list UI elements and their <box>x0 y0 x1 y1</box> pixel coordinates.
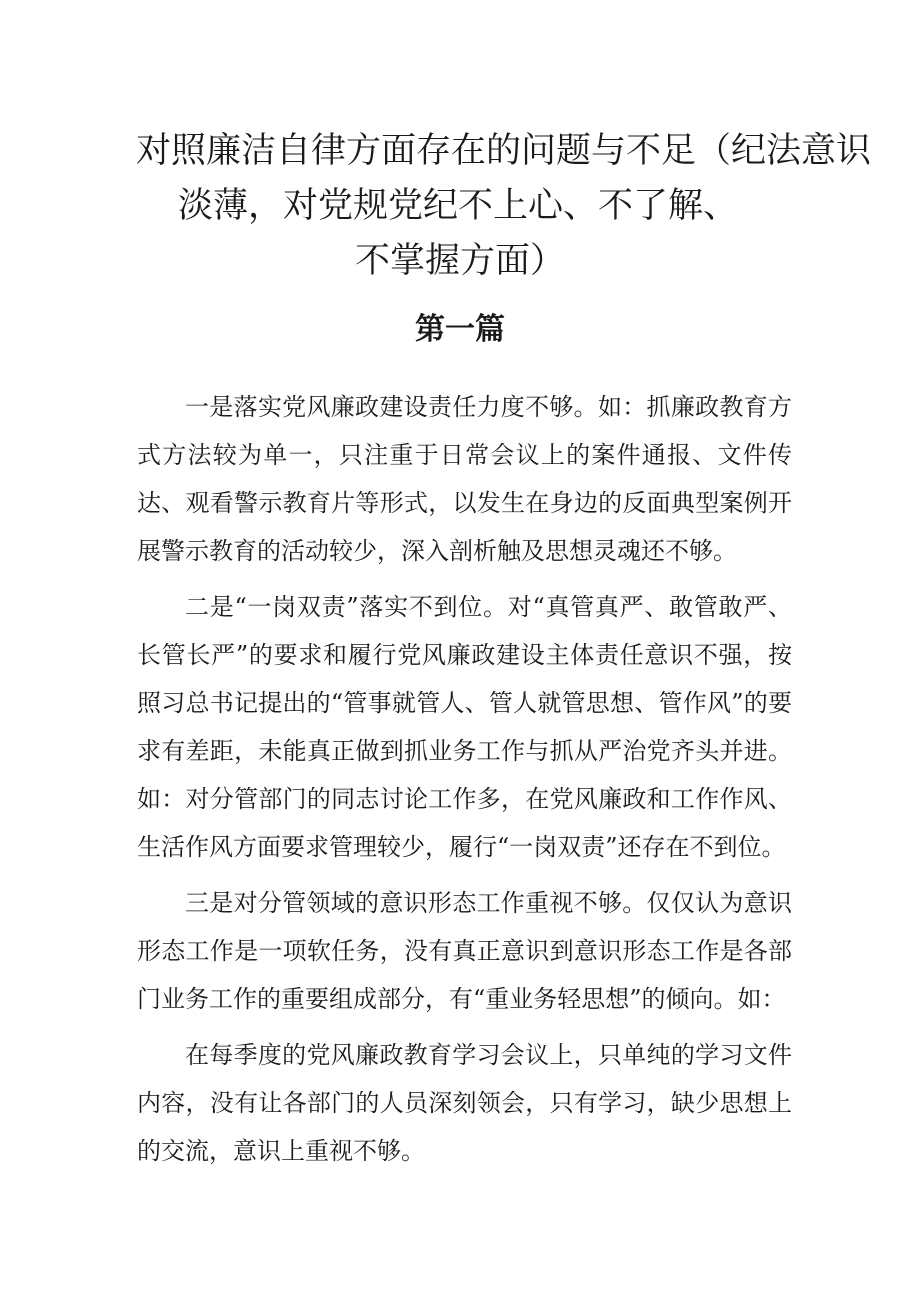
paragraph-1: 一是落实党风廉政建设责任力度不够。如：抓廉政教育方式方法较为单一，只注重于日常会议上的案件通报、文件传达、观看警示教育片等形式，以发生在身边的反面典型案例开展警示教育的活动较少，深入剖析触及思想灵魂还不够。 <box>137 393 792 565</box>
paragraph-3: 三是对分管领域的意识形态工作重视不够。仅仅认为意识形态工作是一项软任务，没有真正意识到意识形态工作是各部门业务工作的重要组成部分，有“重业务轻思想”的倾向。如： <box>137 889 792 1013</box>
title-line-2: 淡薄，对党规党纪不上心、不了解、 <box>178 186 739 226</box>
document-subtitle: 第一篇 <box>415 312 505 347</box>
title-line-3: 不掌握方面） <box>354 241 565 281</box>
document-body <box>137 383 792 1183</box>
title-line-1: 对照廉洁自律方面存在的问题与不足（纪法意识 <box>136 131 872 171</box>
paragraph-2: 二是“一岗双责”落实不到位。对“真管真严、敢管敢严、长管长严”的要求和履行党风廉政建设主体责任意识不强，按照习总书记提出的“管事就管人、管人就管思想、管作风”的要求有差距，未能真正做到抓业务工作与抓从严治党齐头并进。如：对分管部门的同志讨论工作多，在党风廉政和工作作风、生活作风方面要求管理较少，履行“一岗双责”还存在不到位。 <box>137 593 792 861</box>
paragraph-4: 在每季度的党风廉政教育学习会议上，只单纯的学习文件内容，没有让各部门的人员深刻领会，只有学习，缺少思想上的交流，意识上重视不够。 <box>137 1041 792 1165</box>
document-title <box>120 124 872 289</box>
